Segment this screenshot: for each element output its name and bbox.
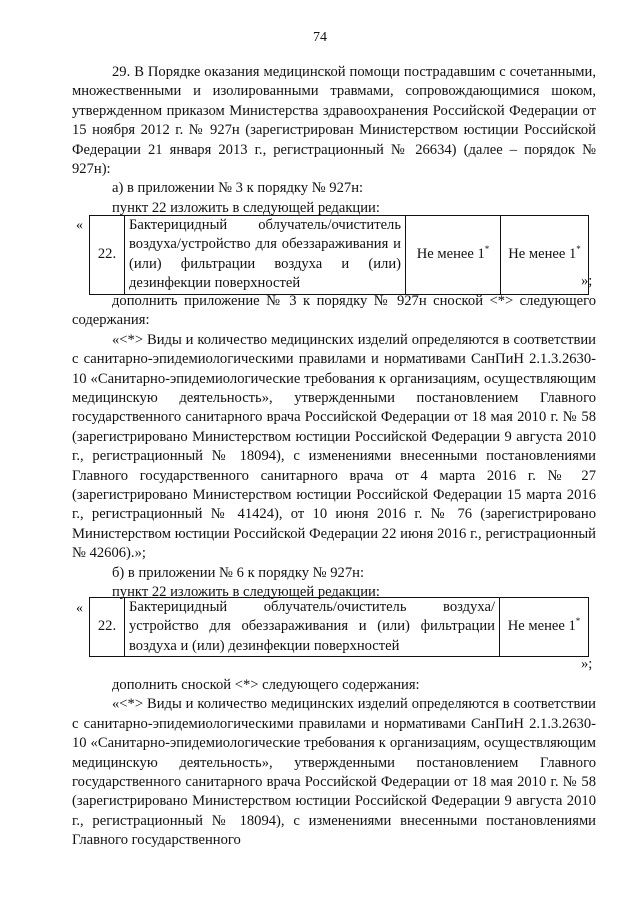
footnote-mark: * [575,616,581,627]
table-b-num-cell: 22. [90,598,125,657]
table-b-name-cell: Бактерицидный облучатель/очиститель воздуха/устройство для обеззараживания и (или) фильтрации воздуха и (или) дезинфекции поверхностей [125,598,500,657]
table-b-close-quote: »; [581,656,593,672]
table-a-name-cell: Бактерицидный облучатель/очиститель воздуха/устройство для обеззараживания и (или) фильтрации воздуха и (или) дезинфекции поверхностей [125,216,406,295]
add-footnote-a: дополнить приложение № 3 к порядку № 927н сноской <*> следующего содержания: [72,293,596,329]
table-a-value-2: Не менее 1 [508,246,577,263]
page-number: 74 [313,30,327,45]
add-footnote-b: дополнить сноской <*> следующего содержания: [112,677,420,693]
footnote-b-section [72,676,596,851]
subitem-a: а) в приложении № 3 к порядку № 927н: [112,180,364,197]
table-a-num-cell: 22. [90,216,125,295]
point-22-intro-b: пункт 22 изложить в следующей редакции: [112,584,380,601]
item-29-section [72,63,596,218]
point-22-intro-a: пункт 22 изложить в следующей редакции: [112,199,380,216]
footnote-a-text: «<*> Виды и количество медицинских изделий определяются в соответствии с санитарно-эпидемиологическими правилами и нормативами СанПиН 2.1.3.2630-10 «Санитарно-эпидемиологические требования к организациям, осуществляющим медицинскую деятельность», утвержденными постановлением Главного государственного санитарного врача Российской Федерации от 18 мая 2010 г. № 58 (зарегистрировано Министерством юстиции Российской Федерации 9 августа 2010 г., регистрационный № 18094), с изменениями внесенными постановлениями Главного государственного санитарного врача от 4 марта 2016 г. № 27 (зарегистрировано Министерством юстиции Российской Федерации 15 марта 2016 г., регистрационный № 41424), от 10 июня 2016 г. № 76 (зарегистрировано Министерством юстиции Российской Федерации 22 июня 2016 г., регистрационный № 42606).»; [72,331,596,562]
table-b-value: Не менее 1 [507,618,576,635]
table-a-value-cell-1 [406,216,501,295]
table-row [90,216,589,295]
footnote-b-text: «<*> Виды и количество медицинских изделий определяются в соответствии с санитарно-эпидемиологическими правилами и нормативами СанПиН 2.1.3.2630-10 «Санитарно-эпидемиологические требования к организациям, осуществляющим медицинскую деятельность», утвержденными постановлением Главного государственного санитарного врача Российской Федерации от 18 мая 2010 г. № 58 (зарегистрировано Министерством юстиции Российской Федерации 9 августа 2010 г., регистрационный № 18094), с изменениями внесенными постановлениями Главного государственного [72,696,596,849]
table-a-value-1: Не менее 1 [416,246,485,263]
table-a-open-quote: « [76,218,83,233]
table-b-open-quote: « [76,601,83,616]
table-a [89,215,589,295]
footnote-mark: * [484,244,490,255]
table-a-value-cell-2 [501,216,589,295]
item-29-paragraph: 29. В Порядке оказания медицинской помощи пострадавшим с сочетанными, множественными и изолированными травмами, сопровождающимися шоком, утвержденном приказом Министерства здравоохранения Российской Федерации от 15 ноября 2012 г. № 927н (зарегистрирован Министерством юстиции Российской Федерации 21 января 2013 г., регистрационный № 26634) (далее – порядок № 927н): [72,64,596,178]
footnote-a-section [72,292,596,603]
table-b [89,597,589,657]
footnote-mark: * [576,244,581,255]
table-a-close-quote: »; [581,273,593,289]
table-b-value-cell [500,598,589,657]
subitem-b: б) в приложении № 6 к порядку № 927н: [112,564,365,581]
table-row [90,598,589,657]
